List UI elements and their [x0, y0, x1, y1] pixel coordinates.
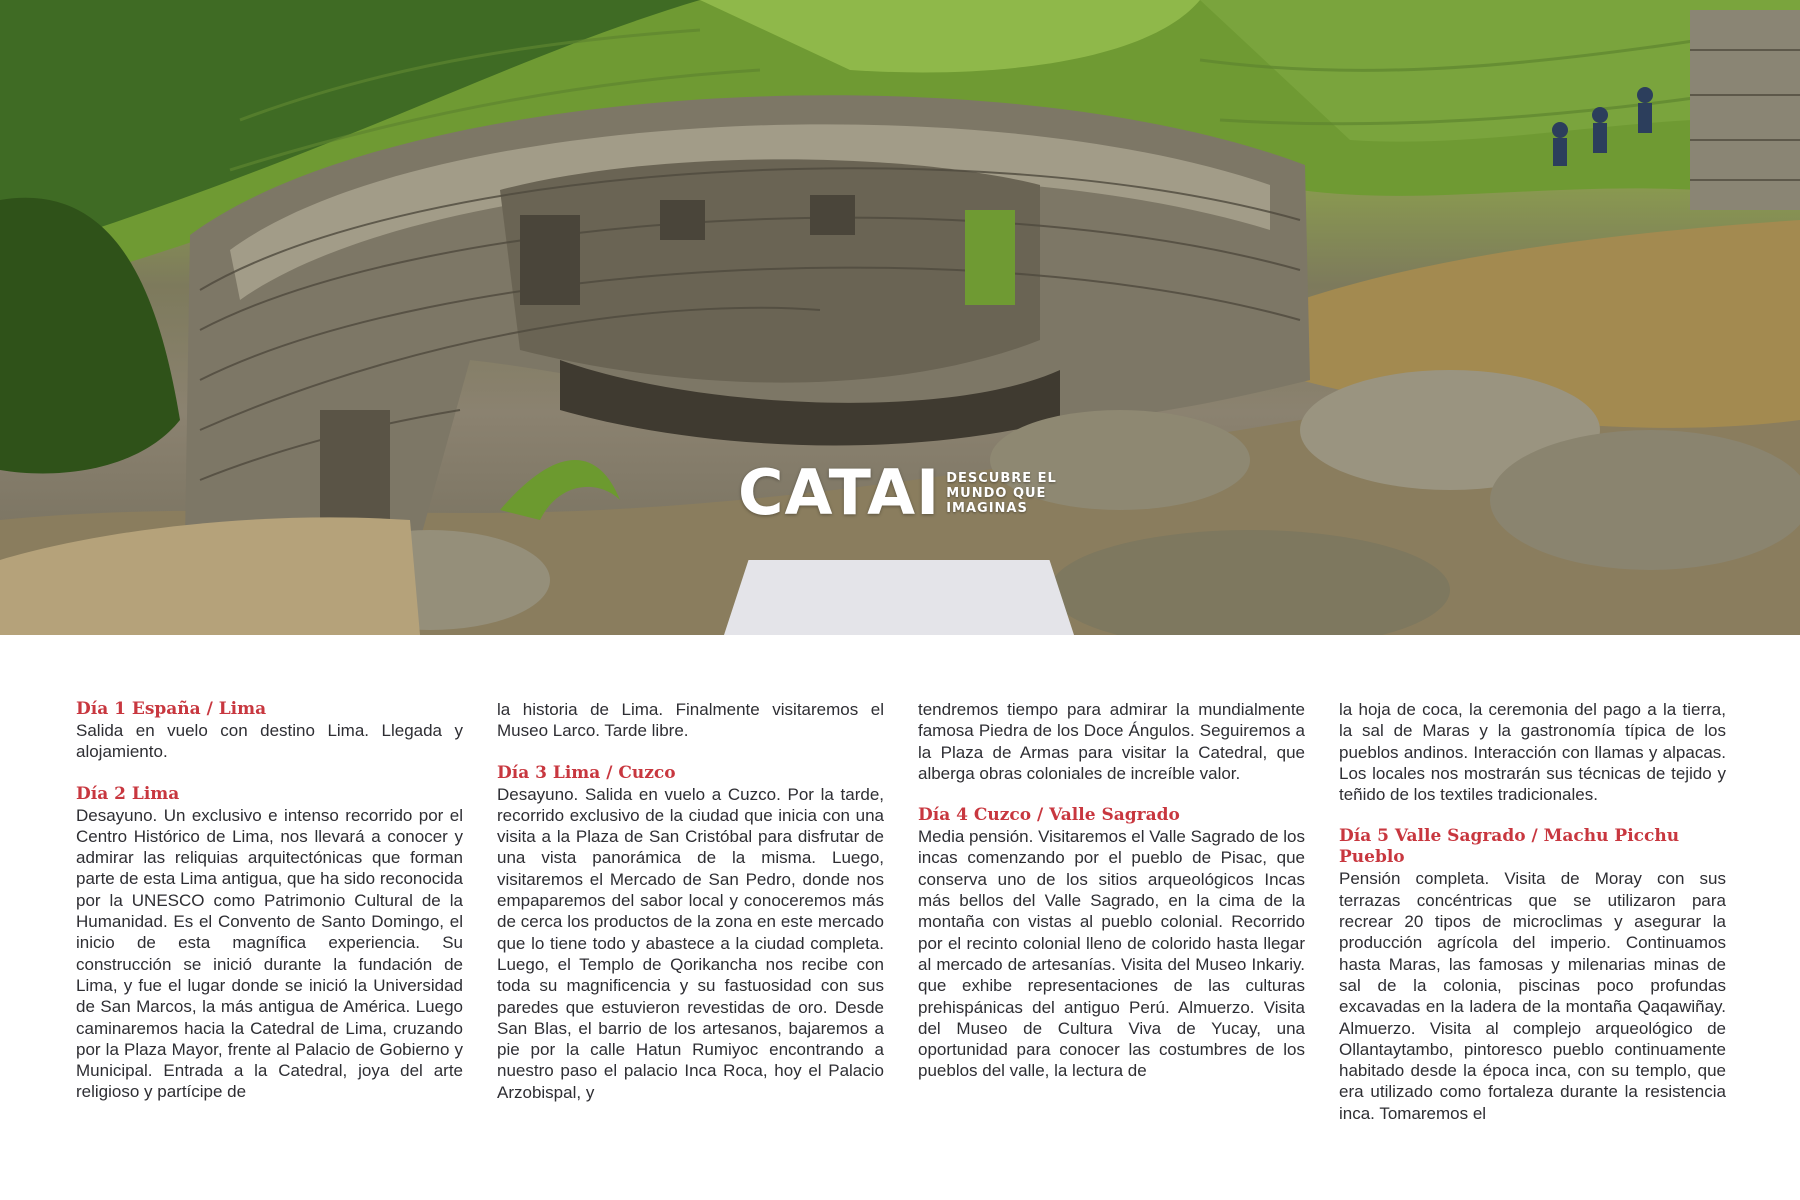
day-title: Día 2 Lima [76, 783, 180, 804]
day-text: Salida en vuelo con destino Lima. Llegada y alojamiento. [76, 721, 463, 762]
day-entry [1339, 699, 1726, 805]
day-entry [918, 805, 1305, 1082]
day-text: la historia de Lima. Finalmente visitaremos el Museo Larco. Tarde libre. [497, 700, 884, 741]
logo-tagline-line: DESCUBRE EL [946, 470, 1057, 486]
logo-wordmark: CATAI [738, 456, 941, 529]
itinerary-column-3 [918, 699, 1305, 1139]
day-text: tendremos tiempo para admirar la mundialmente famosa Piedra de los Doce Ángulos. Seguiremos a la Plaza de Armas para visitar la Catedral, que alberga obras coloniales de increíble valor. [918, 700, 1305, 783]
day-text: Desayuno. Salida en vuelo a Cuzco. Por la tarde, recorrido exclusivo de la ciudad que inicia con una visita a la Plaza de San Cristóbal para disfrutar de una vista panorámica de la misma. Luego, visitaremos el Mercado de San Pedro, donde nos empaparemos del sabor local y conoceremos más de cerca los productos de la zona en este mercado que lo tiene todo y abastece a la ciudad completa. Luego, el Templo de Qorikancha nos recibe con toda su magnificencia y su fastuosidad con sus paredes que estuvieron revestidas de oro. Desde San Blas, el barrio de los artesanos, bajaremos a pie por la calle Hatun Rumiyoc encontrando a nuestro paso el palacio Inca Roca, hoy el Palacio Arzobispal, y [497, 784, 884, 1102]
day-text: Pensión completa. Visita de Moray con sus terrazas concéntricas que se utilizaron para recrear 20 tipos de microclimas y asegurar la producción agrícola del imperio. Continuamos hasta Maras, las famosas y milenarias minas de sal de la colonia, piscinas poco profundas excavadas en la ladera de la montaña Qaqawiñay. Almuerzo. Visita al complejo arqueológico de Ollantaytambo, pintoresco pueblo continuamente habitado desde la época inca, con su templo, que era utilizado como fortaleza durante la resistencia inca. Tomaremos el [1339, 869, 1726, 1123]
day-entry [1339, 826, 1726, 1124]
gray-tab-decoration [724, 560, 1074, 635]
day-title: Día 4 Cuzco / Valle Sagrado [918, 805, 1180, 826]
itinerary-column-2 [497, 699, 884, 1139]
logo-tagline-line: MUNDO QUE [946, 485, 1047, 501]
day-entry [76, 699, 463, 763]
day-entry [497, 763, 884, 1103]
day-title: Día 5 Valle Sagrado / Machu Picchu Pueblo [1339, 826, 1680, 868]
day-title: Día 1 España / Lima [76, 699, 267, 719]
day-text: Desayuno. Un exclusivo e intenso recorrido por el Centro Histórico de Lima, nos llevará a conocer y admirar las reliquias arquitectónicas que forman parte de esta Lima antigua, que ha sido reconocida por la UNESCO como Patrimonio Cultural de la Humanidad. Es el Convento de Santo Domingo, el inicio de esta magnífica experiencia. Su construcción se inició durante la fundación de Lima, y fue el lugar donde se inició la Universidad de San Marcos, la más antigua de América. Luego caminaremos hacia la Catedral de Lima, cruzando por la Plaza Mayor, frente al Palacio de Gobierno y Municipal. Entrada a la Catedral, joya del arte religioso y partícipe de [76, 805, 463, 1102]
day-entry [497, 699, 884, 742]
day-title: Día 3 Lima / Cuzco [497, 762, 676, 783]
itinerary-column-4 [1339, 699, 1726, 1139]
day-text: Media pensión. Visitaremos el Valle Sagrado de los incas comenzando por el pueblo de Pisac, que conserva uno de los sitios arqueológicos Incas más bellos del Valle Sagrado, en la cima de la montaña con vistas al pueblo colonial. Recorrido por el recinto colonial lleno de colorido hasta llegar al mercado de artesanías. Visita del Museo Inkariy. que exhibe representaciones de las culturas prehispánicas del antiguo Perú. Almuerzo. Visita del Museo de Cultura Viva de Yucay, una oportunidad para conocer las costumbres de los pueblos del valle, la lectura de [918, 827, 1305, 1081]
day-entry [76, 784, 463, 1103]
itinerary-columns [76, 699, 1726, 1139]
catai-logo [738, 458, 1057, 528]
day-text: la hoja de coca, la ceremonia del pago a la tierra, la sal de Maras y la gastronomía típica de los pueblos andinos. Interacción con llamas y alpacas. Los locales nos mostrarán sus técnicas de tejido y teñido de los textiles tradicionales. [1339, 700, 1726, 805]
itinerary-column-1 [76, 699, 463, 1139]
logo-tagline [946, 471, 1057, 516]
day-entry [918, 699, 1305, 784]
logo-tagline-line: IMAGINAS [946, 500, 1028, 516]
